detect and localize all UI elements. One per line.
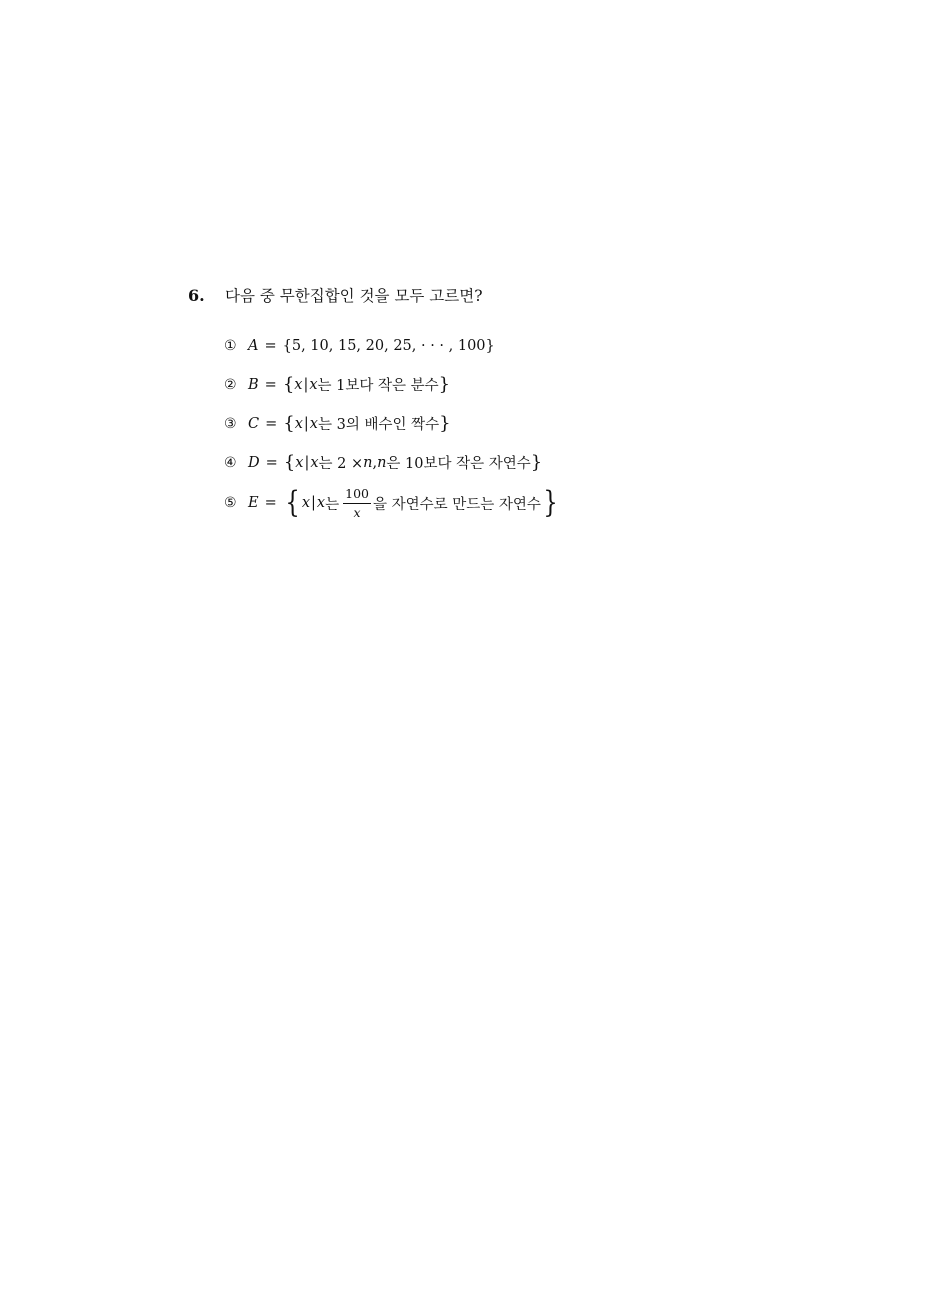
option-5-cond-var: x xyxy=(316,495,326,511)
option-1-mark: ① xyxy=(224,337,237,354)
option-3-cond-var: x xyxy=(309,415,318,432)
option-2-equals: = xyxy=(264,376,277,393)
option-4-comma: , xyxy=(372,454,378,471)
option-3-bar: | xyxy=(303,415,309,432)
option-4-left-brace: { xyxy=(283,451,296,473)
option-3-right-brace: } xyxy=(439,412,451,434)
option-1-set: {5, 10, 15, 20, 25, · · · , 100} xyxy=(282,337,495,354)
fraction-denominator: x xyxy=(353,504,361,520)
option-2-element-var: x xyxy=(294,376,303,393)
option-5-equals: = xyxy=(264,495,277,511)
option-3-condition: 는 3의 배수인 짝수 xyxy=(317,417,440,433)
option-5-element-var: x xyxy=(301,495,311,511)
option-4-bar: | xyxy=(304,454,310,471)
option-1-variable: A xyxy=(248,337,259,354)
option-2-bar: | xyxy=(303,376,309,393)
option-4[interactable] xyxy=(224,443,788,482)
option-4-right-brace: } xyxy=(530,451,543,473)
option-3-variable: C xyxy=(248,415,260,432)
answer-options xyxy=(224,326,788,524)
option-2-cond-var: x xyxy=(309,376,318,393)
fraction-numerator: 100 xyxy=(343,487,371,504)
option-1[interactable] xyxy=(224,326,788,365)
option-4-equals: = xyxy=(265,454,278,471)
option-4-mark: ④ xyxy=(224,454,237,471)
option-5-bar: | xyxy=(311,495,316,511)
option-2-mark: ② xyxy=(224,376,237,393)
option-2-variable: B xyxy=(248,376,259,393)
option-5-left-brace: { xyxy=(285,485,300,520)
option-5-fraction xyxy=(343,487,371,520)
option-4-n-var-2: n xyxy=(377,454,387,471)
option-5-condition-b: 을 자연수로 만드는 자연수 xyxy=(372,496,541,513)
option-2-right-brace: } xyxy=(438,373,451,395)
option-5-right-brace: } xyxy=(543,485,558,520)
option-2[interactable] xyxy=(224,365,788,404)
option-4-cond-var: x xyxy=(310,454,319,471)
option-3-element-var: x xyxy=(294,415,303,432)
option-3-mark: ③ xyxy=(224,415,237,432)
option-3[interactable] xyxy=(224,404,788,443)
option-4-n-var-1: n xyxy=(363,454,373,471)
option-3-left-brace: { xyxy=(283,412,295,434)
option-5-variable: E xyxy=(248,495,259,511)
option-5[interactable] xyxy=(224,482,788,524)
option-4-variable: D xyxy=(248,454,260,471)
option-2-condition: 는 1보다 작은 분수 xyxy=(317,378,439,394)
option-5-mark: ⑤ xyxy=(224,495,237,511)
option-4-element-var: x xyxy=(295,454,304,471)
option-1-equals: = xyxy=(264,337,277,354)
question-6 xyxy=(188,284,788,524)
option-4-condition-a: 는 2 × xyxy=(318,456,364,472)
question-header xyxy=(188,284,788,314)
option-2-left-brace: { xyxy=(282,373,295,395)
option-5-condition-a: 는 xyxy=(325,496,340,513)
question-stem: 다음 중 무한집합인 것을 모두 고르면? xyxy=(225,287,483,305)
question-number: 6. xyxy=(188,286,205,305)
option-3-equals: = xyxy=(265,415,278,432)
option-4-condition-b: 은 10보다 작은 자연수 xyxy=(386,456,531,472)
